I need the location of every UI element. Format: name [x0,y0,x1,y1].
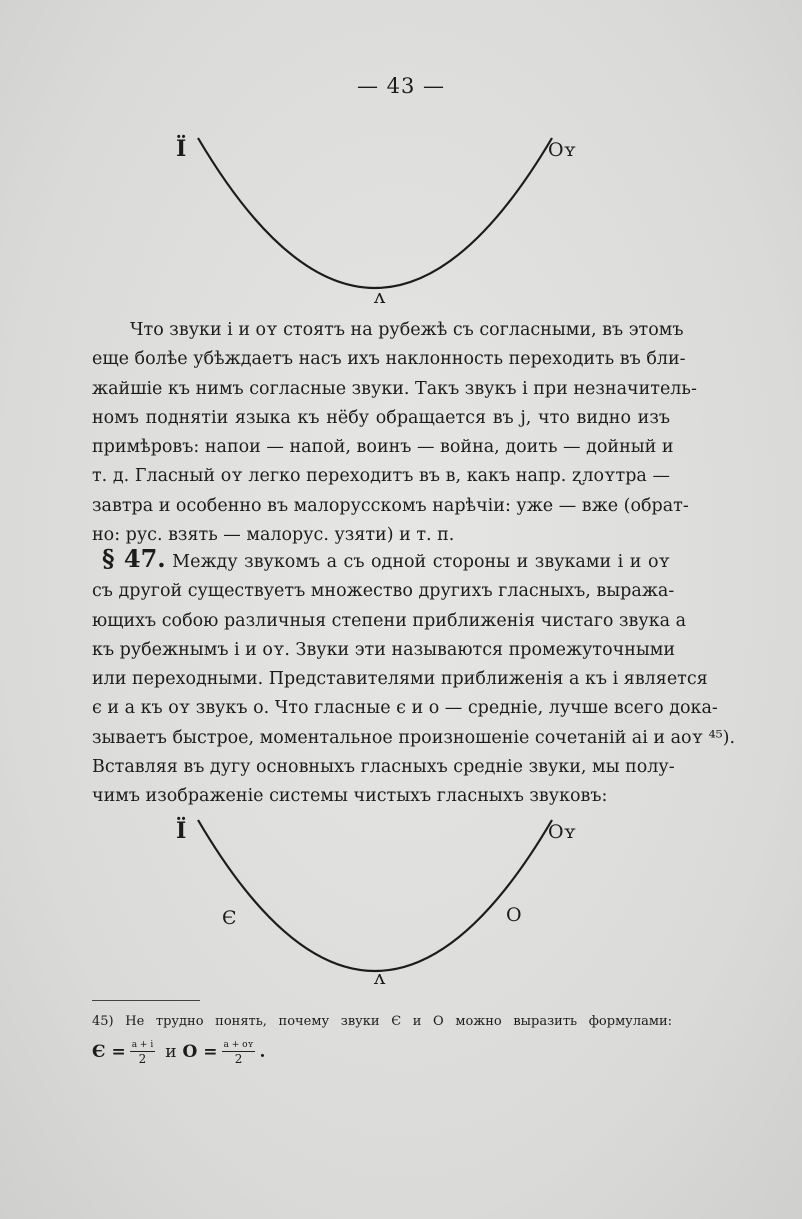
footnote-formula [92,1032,265,1072]
fraction-2-denominator: 2 [234,1051,243,1066]
footnote-text: 45) Не трудно понять, почему звуки Є и О можно выразить формулами: [92,1014,672,1029]
text-line: но: рус. взять — малорус. узяти) и т. п. [92,525,455,546]
text-line: ющихъ собою различныя степени приближенія чистаго звука а [92,610,687,631]
text-line: примѣровъ: напои — напой, воинъ — война, доить — дойный и [92,437,674,458]
text-line: Что звуки і и оʏ стоятъ на рубежѣ съ согласными, въ этомъ [130,320,684,340]
formula-o: О = [182,1042,218,1062]
fraction-1-denominator: 2 [138,1051,147,1066]
text-line: чимъ изображеніе системы чистыхъ гласныхъ звуковъ: [92,786,608,807]
fraction-2-numerator: а + оʏ [223,1039,254,1050]
paragraph-1 [92,316,697,550]
text-line: зываетъ быстрое, моментальное произношеніе сочетаній аі и аоʏ ⁴⁵). [92,727,736,748]
text-line: съ другой существуетъ множество другихъ гласныхъ, выража- [92,581,675,602]
vowel-arc-1 [198,138,552,288]
formula-connector: и [165,1042,177,1062]
page-number: — 43 — [356,74,446,98]
label-a: ʌ [374,965,386,989]
text-line: т. д. Гласный оʏ легко переходитъ въ в, какъ напр. ʐлоʏтра — [92,466,670,487]
label-ou: Oʏ [548,821,577,843]
label-o: О [506,904,522,926]
text-line: є и а къ оʏ звукъ о. Что гласные є и о — средніе, лучше всего дока- [92,698,718,719]
vowel-arc-diagram-1 [0,120,802,310]
vowel-arc-2 [198,820,552,971]
label-e: Є [222,907,237,929]
text-line: Вставляя въ дугу основныхъ гласныхъ средніе звуки, мы полу- [92,757,675,778]
text-line: или переходными. Представителями приближенія а къ і является [92,669,708,690]
footnote-rule [92,1000,200,1001]
text-line: къ рубежнымъ і и оʏ. Звуки эти называются промежуточными [92,639,676,660]
section-number: § 47. [102,544,166,573]
fraction-1-numerator: а + і [131,1039,154,1050]
label-a: ʌ [374,284,386,308]
formula-e: Є = [92,1042,126,1062]
formula-end: . [259,1042,266,1062]
text-line: номъ поднятіи языка къ нёбу обращается въ j, что видно изъ [92,407,670,428]
vowel-arc-diagram-2 [0,800,802,990]
label-ou: Oʏ [548,139,577,161]
text-line: завтра и особенно въ малорусскомъ нарѣчіи: уже — вже (обрат- [92,495,689,516]
paragraph-2 [92,544,736,812]
fraction-1 [130,1039,156,1066]
label-i: Ï [176,818,187,844]
text-line: жайшіе къ нимъ согласные звуки. Такъ звукъ і при незначитель- [92,378,697,399]
text-line-content: Между звукомъ а съ одной стороны и звуками і и оʏ [165,552,670,572]
fraction-2 [222,1039,256,1066]
text-line: еще болѣе убѣждаетъ насъ ихъ наклонность переходить въ бли- [92,349,686,370]
text-line [92,544,670,577]
label-i: Ï [176,136,187,162]
